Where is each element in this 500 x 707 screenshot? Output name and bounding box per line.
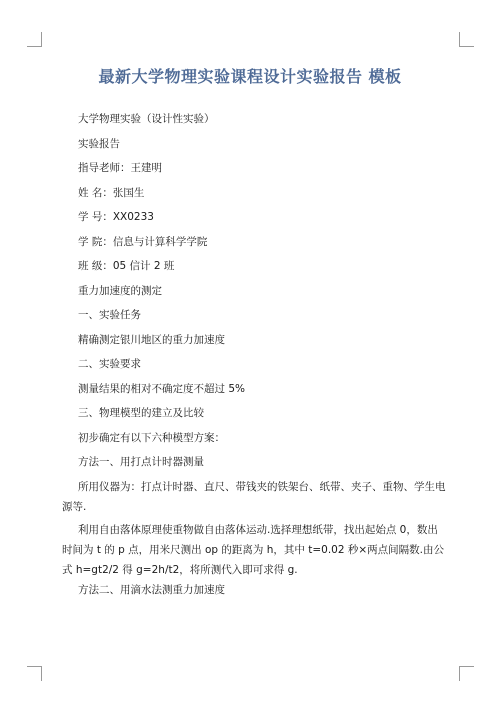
crop-mark-top-left	[27, 32, 42, 47]
section-heading-models: 三、物理模型的建立及比较	[78, 407, 204, 419]
models-intro: 初步确定有以下六种模型方案：	[78, 431, 225, 444]
experiment-title: 重力加速度的测定	[78, 284, 162, 297]
section-heading-requirements: 二、实验要求	[78, 358, 141, 370]
crop-mark-bottom-right	[459, 666, 474, 681]
crop-mark-bottom-left	[27, 666, 42, 681]
crop-mark-top-right	[459, 32, 474, 47]
student-name: 姓 名：张国生	[78, 186, 145, 199]
student-id: 学 号：XX0233	[78, 211, 154, 223]
method-two-heading: 方法二、用滴水法测重力加速度	[78, 583, 225, 596]
principle-paragraph: 利用自由落体原理使重物做自由落体运动.选择理想纸带，找出起始点 0，数出时间为 t 的 p 点，用米尺测出 op 的距离为 h，其中 t=0.02 秒×两点间隔数.由公式 h=gt2/2 得 g=2h/t2，将所测代入即可求得 g.	[62, 523, 444, 576]
instruments-paragraph: 所用仪器为：打点计时器、直尺、带钱夹的铁架台、纸带、夹子、重物、学生电源等.	[62, 480, 446, 513]
task-text: 精确测定银川地区的重力加速度	[78, 333, 225, 346]
method-one-heading: 方法一、用打点计时器测量	[78, 456, 204, 468]
class: 班 级：05 信计 2 班	[78, 260, 175, 272]
section-heading-task: 一、实验任务	[78, 309, 141, 321]
report-label: 实验报告	[78, 137, 120, 150]
course-name: 大学物理实验（设计性实验）	[78, 113, 215, 125]
college: 学 院：信息与计算科学学院	[78, 235, 208, 248]
document-body	[62, 112, 446, 607]
advisor: 指导老师：王建明	[78, 162, 162, 174]
requirements-text: 测量结果的相对不确定度不超过 5%	[78, 382, 245, 395]
document-title: 最新大学物理实验课程设计实验报告 模板	[98, 67, 402, 86]
